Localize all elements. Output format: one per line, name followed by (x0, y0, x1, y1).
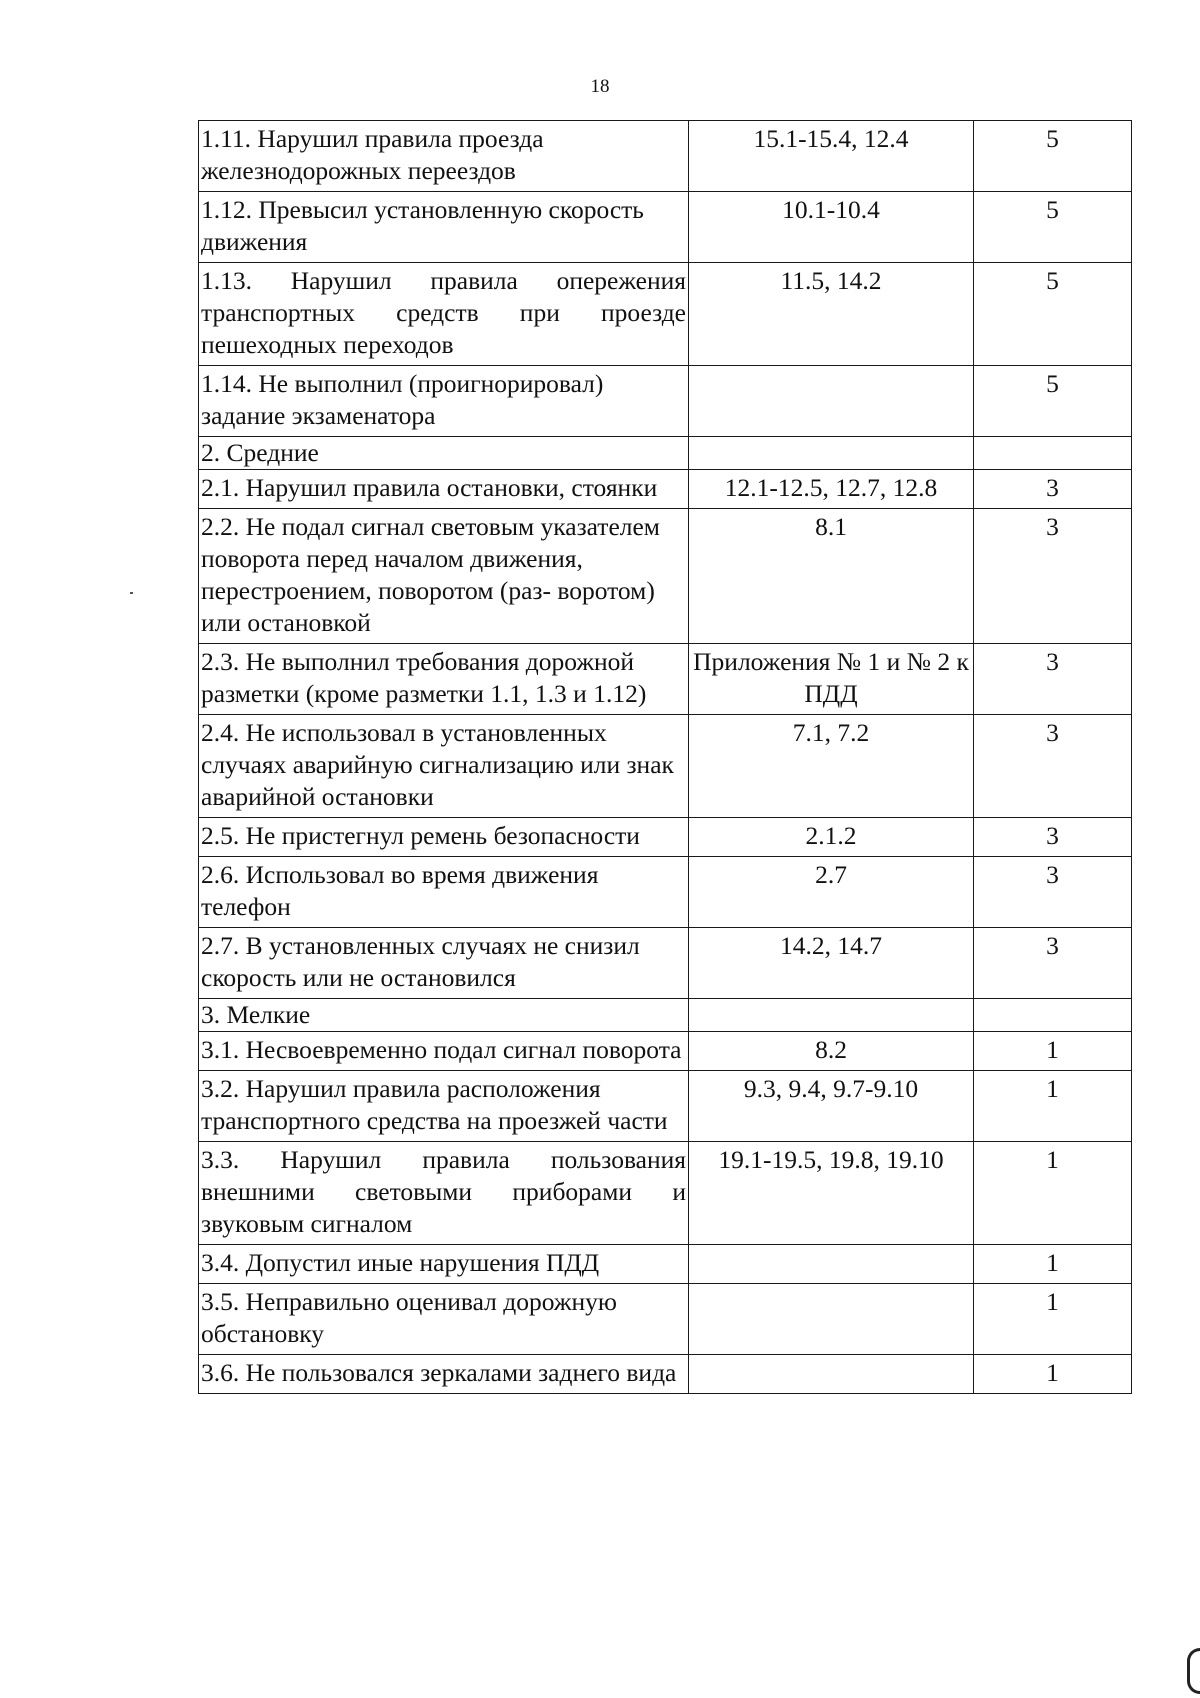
violation-description: 1.11. Нарушил правила проезда железнодорожных переездов (199, 121, 689, 192)
rule-reference: 8.1 (689, 509, 974, 644)
penalty-points: 5 (974, 121, 1132, 192)
penalty-points: 3 (974, 715, 1132, 818)
table-row (199, 366, 1132, 437)
rule-reference (689, 999, 974, 1032)
penalty-points: 1 (974, 1071, 1132, 1142)
table-row (199, 1284, 1132, 1355)
table-row (199, 1142, 1132, 1245)
penalty-points: 5 (974, 192, 1132, 263)
penalty-points: 3 (974, 509, 1132, 644)
rule-reference: 7.1, 7.2 (689, 715, 974, 818)
violation-description: 2.2. Не подал сигнал световым указателем поворота перед началом движения, перестроением, поворотом (раз- воротом) или остановкой (199, 509, 689, 644)
violation-description: 3.5. Неправильно оценивал дорожную обстановку (199, 1284, 689, 1355)
rule-reference (689, 1245, 974, 1284)
table-row (199, 263, 1132, 366)
rule-reference: 15.1-15.4, 12.4 (689, 121, 974, 192)
rule-reference: 14.2, 14.7 (689, 928, 974, 999)
violation-description: 2.3. Не выполнил требования дорожной разметки (кроме разметки 1.1, 1.3 и 1.12) (199, 644, 689, 715)
section-header-row (199, 437, 1132, 470)
table-row (199, 644, 1132, 715)
penalty-points: 3 (974, 857, 1132, 928)
penalty-points (974, 999, 1132, 1032)
table-row (199, 1032, 1132, 1071)
violations-table (198, 120, 1132, 1394)
table-row (199, 509, 1132, 644)
section-title: 3. Мелкие (199, 999, 689, 1032)
table-row (199, 857, 1132, 928)
table-row (199, 928, 1132, 999)
penalty-points: 1 (974, 1245, 1132, 1284)
penalty-points: 3 (974, 818, 1132, 857)
rule-reference (689, 437, 974, 470)
rule-reference: 19.1-19.5, 19.8, 19.10 (689, 1142, 974, 1245)
table-row (199, 1355, 1132, 1394)
table-row (199, 121, 1132, 192)
rule-reference: 9.3, 9.4, 9.7-9.10 (689, 1071, 974, 1142)
rule-reference (689, 1355, 974, 1394)
section-title: 2. Средние (199, 437, 689, 470)
section-header-row (199, 999, 1132, 1032)
violation-description: 1.12. Превысил установленную скорость движения (199, 192, 689, 263)
violation-description: 3.6. Не пользовался зеркалами заднего вида (199, 1355, 689, 1394)
rule-reference (689, 366, 974, 437)
table-row (199, 818, 1132, 857)
rule-reference: 2.7 (689, 857, 974, 928)
rule-reference: 11.5, 14.2 (689, 263, 974, 366)
rule-reference: 12.1-12.5, 12.7, 12.8 (689, 470, 974, 509)
table-row (199, 192, 1132, 263)
violation-description: 3.1. Несвоевременно подал сигнал поворота (199, 1032, 689, 1071)
violation-description: 3.2. Нарушил правила расположения транспортного средства на проезжей части (199, 1071, 689, 1142)
rule-reference: 2.1.2 (689, 818, 974, 857)
violation-description: 3.3. Нарушил правила пользования внешними световыми приборами и звуковым сигналом (199, 1142, 689, 1245)
page-number: 18 (590, 76, 610, 97)
table-row (199, 1245, 1132, 1284)
penalty-points: 5 (974, 366, 1132, 437)
table-row (199, 470, 1132, 509)
penalty-points: 1 (974, 1142, 1132, 1245)
violation-description: 2.4. Не использовал в установленных случаях аварийную сигнализацию или знак аварийной остановки (199, 715, 689, 818)
penalty-points: 5 (974, 263, 1132, 366)
table-row (199, 1071, 1132, 1142)
violation-description: 2.5. Не пристегнул ремень безопасности (199, 818, 689, 857)
scan-edge-mark (1187, 1648, 1200, 1694)
violation-description: 2.1. Нарушил правила остановки, стоянки (199, 470, 689, 509)
violation-description: 2.6. Использовал во время движения телефон (199, 857, 689, 928)
table-row (199, 715, 1132, 818)
penalty-points: 3 (974, 928, 1132, 999)
rule-reference: 8.2 (689, 1032, 974, 1071)
violation-description: 2.7. В установленных случаях не снизил скорость или не остановился (199, 928, 689, 999)
scan-speck (130, 592, 133, 594)
penalty-points: 1 (974, 1032, 1132, 1071)
rule-reference: Приложения № 1 и № 2 к ПДД (689, 644, 974, 715)
violation-description: 1.13. Нарушил правила опережения транспортных средств при проезде пешеходных переходов (199, 263, 689, 366)
penalty-points: 1 (974, 1355, 1132, 1394)
penalty-points (974, 437, 1132, 470)
violation-description: 3.4. Допустил иные нарушения ПДД (199, 1245, 689, 1284)
penalty-points: 1 (974, 1284, 1132, 1355)
violation-description: 1.14. Не выполнил (проигнорировал) задание экзаменатора (199, 366, 689, 437)
rule-reference: 10.1-10.4 (689, 192, 974, 263)
penalty-points: 3 (974, 470, 1132, 509)
penalty-points: 3 (974, 644, 1132, 715)
rule-reference (689, 1284, 974, 1355)
